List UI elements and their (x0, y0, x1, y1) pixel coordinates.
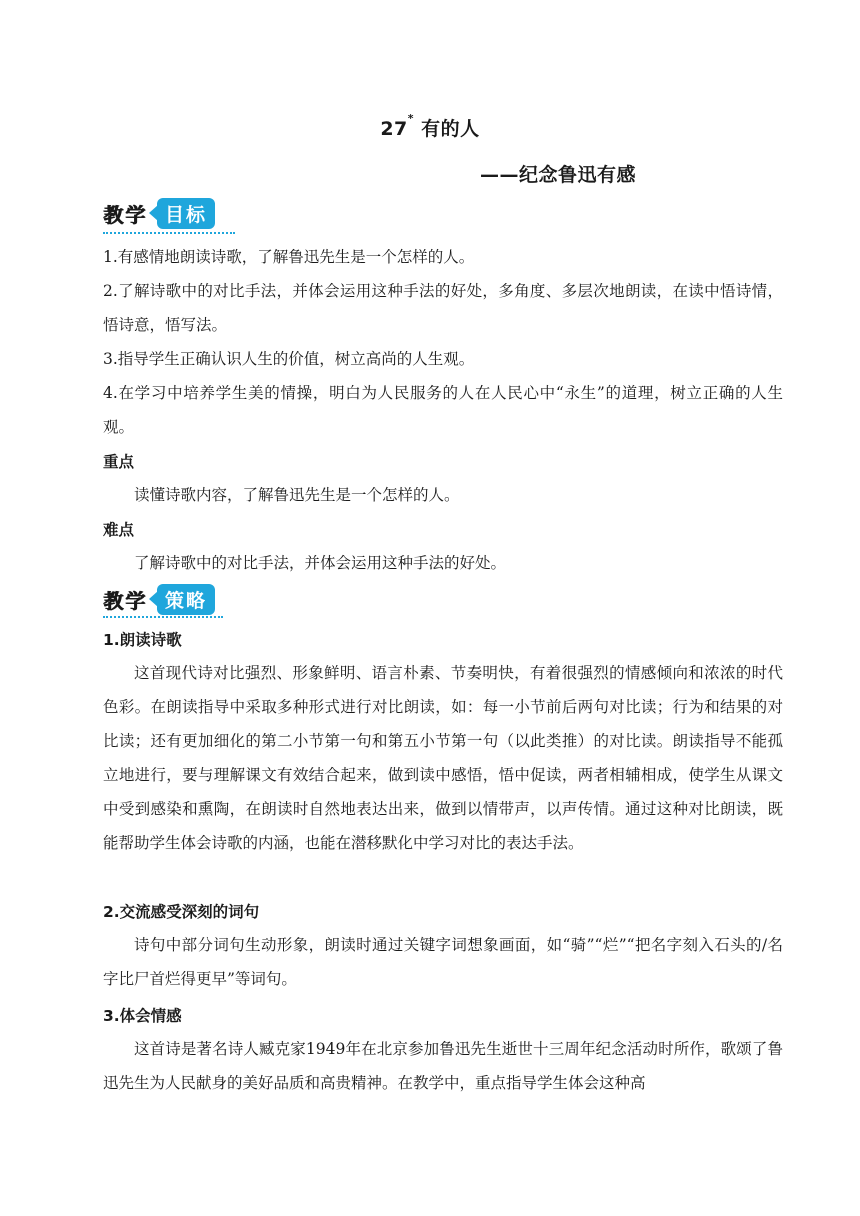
lesson-title (0, 114, 860, 141)
badge-left-text: 教学 (103, 202, 147, 227)
strategy-text-3: 这首诗是著名诗人臧克家1949年在北京参加鲁迅先生逝世十三周年纪念活动时所作，歌颂了鲁迅先生为人民献身的美好品质和高贵精神。在教学中，重点指导学生体会这种高 (103, 1040, 783, 1092)
strategy-text-2: 诗句中部分词句生动形象，朗读时通过关键字词想象画面，如“骑”“烂”“把名字刻入石头的/名字比尸首烂得更早”等词句。 (103, 936, 783, 988)
self-study-mark: * (407, 112, 415, 125)
strategy-heading-1: 1.朗读诗歌 (103, 631, 182, 649)
lesson-subtitle: ——纪念鲁迅有感 (480, 164, 637, 186)
difficulty-heading: 难点 (103, 521, 135, 539)
badge-underline (103, 232, 235, 234)
badge-underline (103, 616, 223, 618)
goal-2: 2.了解诗歌中的对比手法，并体会运用这种手法的好处，多角度、多层次地朗读，在读中悟诗情，悟诗意，悟写法。 (103, 282, 783, 334)
strategy-heading-3: 3.体会情感 (103, 1007, 182, 1025)
difficulty-text: 了解诗歌中的对比手法，并体会运用这种手法的好处。 (134, 554, 507, 572)
goal-4: 4.在学习中培养学生美的情操，明白为人民服务的人在人民心中“永生”的道理，树立正确的人生观。 (103, 384, 783, 436)
badge-right-text: 目标 (157, 198, 215, 229)
strategy-heading-2: 2.交流感受深刻的词句 (103, 903, 260, 921)
key-point-text: 读懂诗歌内容，了解鲁迅先生是一个怎样的人。 (134, 486, 460, 504)
key-point-heading: 重点 (103, 453, 135, 471)
badge-right-text: 策略 (157, 584, 215, 615)
section-badge-strategy (103, 584, 215, 614)
strategy-text-1: 这首现代诗对比强烈、形象鲜明、语言朴素、节奏明快，有着很强烈的情感倾向和浓浓的时代色彩。在朗读指导中采取多种形式进行对比朗读，如：每一小节前后两句对比读；行为和结果的对比读；还有更加细化的第二小节第一句和第五小节第一句（以此类推）的对比读。朗读指导不能孤立地进行，要与理解课文有效结合起来，做到读中感悟，悟中促读，两者相辅相成，使学生从课文中受到感染和熏陶，在朗读时自然地表达出来，做到以情带声，以声传情。通过这种对比朗读，既能帮助学生体会诗歌的内涵，也能在潜移默化中学习对比的表达手法。 (103, 664, 783, 852)
section-badge-goals (103, 198, 215, 228)
lesson-number: 27 (380, 118, 408, 140)
goal-1: 1.有感情地朗读诗歌，了解鲁迅先生是一个怎样的人。 (103, 248, 475, 266)
lesson-title-text: 有的人 (421, 118, 480, 140)
goal-3: 3.指导学生正确认识人生的价值，树立高尚的人生观。 (103, 350, 475, 368)
badge-left-text: 教学 (103, 588, 147, 613)
